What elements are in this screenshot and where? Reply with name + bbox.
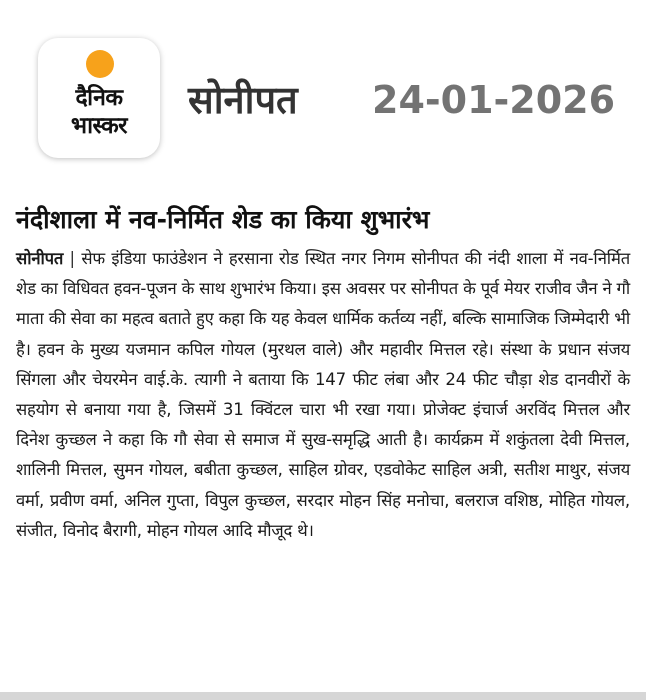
edition-date: 24-01-2026	[372, 78, 616, 122]
logo-text-line1: दैनिक	[75, 85, 123, 111]
article-body-text: सेफ इंडिया फाउंडेशन ने हरसाना रोड स्थित नगर निगम सोनीपत की नंदी शाला में नव-निर्मित शेड का विधिवत हवन-पूजन के साथ शुभारंभ किया। इस अवसर पर सोनीपत के पूर्व मेयर राजीव जैन ने गौ माता की सेवा का महत्व बताते हुए कहा कि यह केवल धार्मिक कर्तव्य नहीं, बल्कि सामाजिक जिम्मेदारी भी है। हवन के मुख्य यजमान कपिल गोयल (मुरथल वाले) और महावीर मित्तल रहे। संस्था के प्रधान संजय सिंगला और चेयरमेन वाई.के. त्यागी ने बताया कि 147 फीट लंबा और 24 फीट चौड़ा शेड दानवीरों के सहयोग से बनाया गया है, जिसमें 31 क्विंटल चारा भी रखा गया। प्रोजेक्ट इंचार्ज अरविंद मित्तल और दिनेश कुच्छल ने कहा कि गौ सेवा से समाज में सुख-समृद्धि आती है। कार्यक्रम में शकुंतला देवी मित्तल, शालिनी मित्तल, सुमन गोयल, बबीता कुच्छल, साहिल ग्रोवर, एडवोकेट साहिल अत्री, सतीश माथुर, संजय वर्मा, प्रवीण वर्मा, अनिल गुप्ता, विपुल कुच्छल, सरदार मोहन सिंह मनोचा, बलराज वशिष्ठ, मोहित गोयल, संजीत, विनोद बैरागी, मोहन गोयल आदि मौजूद थे।	[16, 249, 631, 540]
logo-text-line2: भास्कर	[70, 113, 128, 139]
article-body	[16, 244, 630, 546]
dainik-bhaskar-logo	[38, 38, 160, 158]
edition-city: सोनीपत	[188, 78, 298, 122]
sun-icon	[85, 49, 115, 79]
article-dateline: सोनीपत	[16, 249, 64, 268]
article-headline: नंदीशाला में नव-निर्मित शेड का किया शुभारंभ	[16, 205, 430, 234]
bottom-edge	[0, 692, 646, 700]
masthead	[0, 0, 646, 170]
news-article	[16, 200, 630, 546]
dateline-separator: |	[69, 249, 75, 268]
